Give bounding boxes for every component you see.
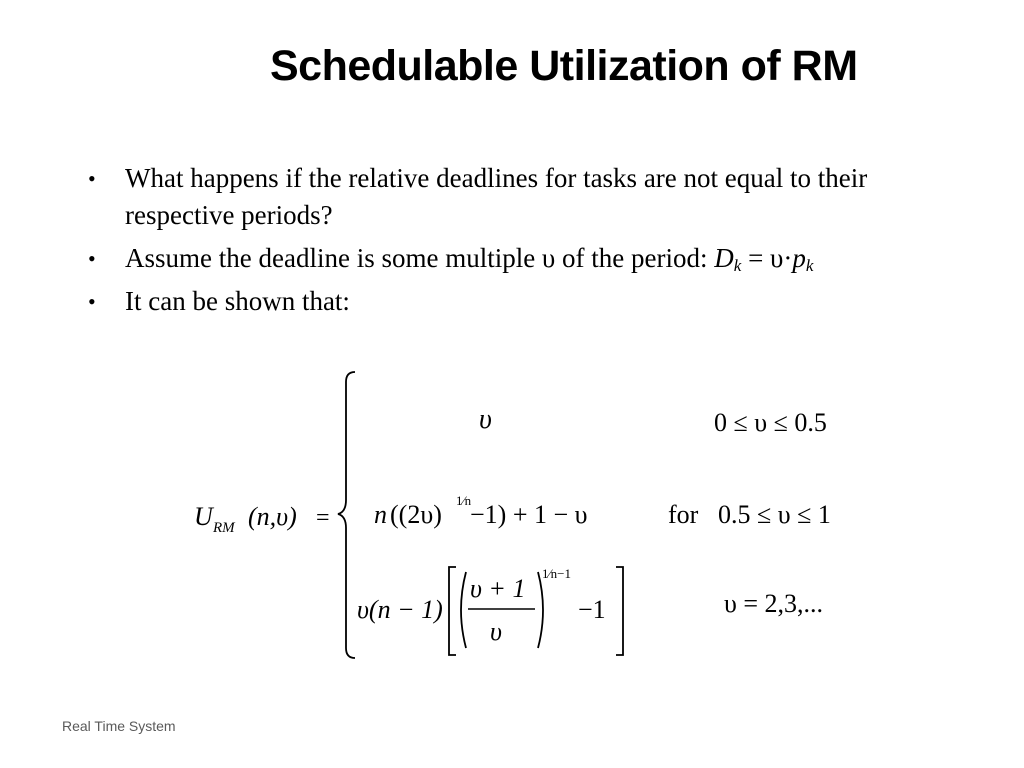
case2-for: for [668, 500, 699, 529]
case3-left-bracket [449, 567, 456, 655]
math-equals: = υ· [741, 243, 793, 273]
case3-condition: υ = 2,3,... [724, 589, 824, 618]
math-p-subscript: k [805, 256, 814, 275]
case3-denominator: υ [490, 617, 502, 646]
bullet-text: Assume the deadline is some multiple υ of the period: [125, 243, 715, 273]
bullet-text: It can be shown that: [125, 286, 350, 316]
lhs-equals: = [316, 505, 330, 531]
bullet-icon: • [88, 246, 96, 271]
bullet-text: What happens if the relative deadlines for tasks are not equal to their respective periods? [125, 163, 868, 230]
case1-condition: 0 ≤ υ ≤ 0.5 [714, 408, 827, 437]
case3-right-bracket [616, 567, 623, 655]
slide-title: Schedulable Utilization of RM [270, 42, 858, 90]
case3-minus-one: −1 [578, 595, 606, 624]
slide-footer: Real Time System [62, 718, 176, 734]
bullet-icon: • [88, 289, 96, 314]
case2-rest: −1) + 1 − υ [470, 500, 588, 529]
case3-left-paren [461, 572, 466, 648]
case3-prefix: υ(n − 1) [357, 595, 443, 624]
math-D: D [714, 243, 734, 273]
case2-condition: 0.5 ≤ υ ≤ 1 [718, 500, 831, 529]
lhs-U: U [194, 502, 213, 531]
case1-expression: υ [479, 404, 492, 435]
case3-numerator: υ + 1 [470, 574, 526, 603]
case2-exponent: 1⁄n [456, 493, 472, 508]
cases-brace [338, 372, 355, 658]
lhs-args: (n,υ) [248, 502, 297, 531]
case3-right-paren [538, 572, 543, 648]
lhs-subscript: RM [213, 520, 235, 536]
math-D-subscript: k [733, 256, 742, 275]
bullet-icon: • [88, 166, 96, 191]
case2-n: n [374, 500, 387, 529]
case3-exponent: 1⁄n−1 [542, 566, 572, 581]
case2-base: ((2υ) [390, 500, 442, 529]
math-p: p [792, 243, 806, 273]
